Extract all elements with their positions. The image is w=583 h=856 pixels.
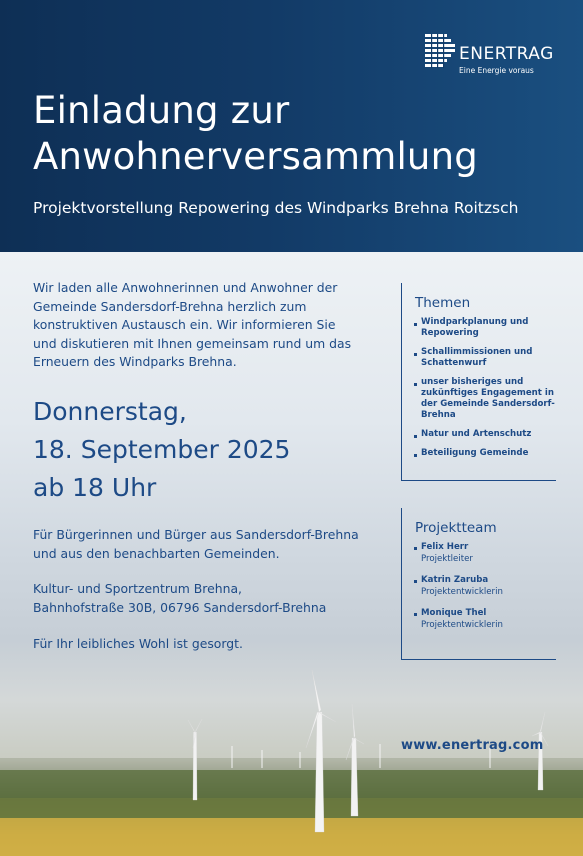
member-role: Projektentwicklerin (421, 587, 503, 597)
audience-text: Für Bürgerinnen und Bürger aus Sandersdorf-Brehna und aus den benachbarten Gemeinden. (33, 527, 359, 561)
venue-line-1: Kultur- und Sportzentrum Brehna, (33, 581, 242, 596)
project-team-panel (401, 508, 556, 660)
venue-address (33, 580, 326, 617)
topic-item: unser bisheriges und zukünftiges Engagement in der Gemeinde Sandersdorf-Brehna (414, 377, 556, 421)
topic-item: Windparkplanung und Repowering (414, 317, 556, 339)
title-line-1: Einladung zur (33, 89, 290, 132)
date-day: 18. September 2025 (33, 435, 291, 464)
date-time: ab 18 Uhr (33, 473, 157, 502)
catering-note: Für Ihr leibliches Wohl ist gesorgt. (33, 636, 243, 651)
member-name: Katrin Zaruba (421, 575, 489, 585)
member-role: Projektentwicklerin (421, 620, 503, 630)
header-banner (0, 0, 583, 252)
topics-panel (401, 283, 556, 481)
page-subtitle: Projektvorstellung Repowering des Windparks Brehna Roitzsch (33, 199, 519, 217)
team-member (402, 608, 556, 631)
date-weekday: Donnerstag, (33, 397, 187, 426)
team-member (402, 575, 556, 598)
enertrag-logo (425, 32, 559, 78)
intro-text: Wir laden alle Anwohnerinnen und Anwohner der Gemeinde Sandersdorf-Brehna herzlich zum konstruktiven Austausch ein. Wir informieren Sie und diskutieren mit Ihnen gemeinsam rund um das Erneuern des Windparks Brehna. (33, 280, 352, 369)
website-link[interactable]: www.enertrag.com (401, 738, 544, 753)
member-role: Projektleiter (421, 554, 473, 564)
member-name: Felix Herr (421, 542, 469, 552)
team-member (402, 542, 556, 565)
topic-item: Beteiligung Gemeinde (414, 448, 556, 459)
topic-item: Natur und Artenschutz (414, 429, 556, 440)
topic-item: Schallimmissionen und Schattenwurf (414, 347, 556, 369)
topics-list (402, 317, 556, 459)
event-date (33, 393, 290, 507)
page-title (33, 88, 478, 180)
topics-heading: Themen (415, 295, 471, 311)
logo-tagline: Eine Energie voraus (459, 66, 534, 75)
venue-line-2: Bahnhofstraße 30B, 06796 Sandersdorf-Brehna (33, 599, 327, 615)
title-line-2: Anwohnerversammlung (33, 135, 478, 178)
team-heading: Projektteam (415, 520, 497, 536)
enertrag-logo-mark-icon (425, 34, 455, 68)
logo-wordmark: ENERTRAG (459, 44, 554, 64)
member-name: Monique Thel (421, 608, 487, 618)
